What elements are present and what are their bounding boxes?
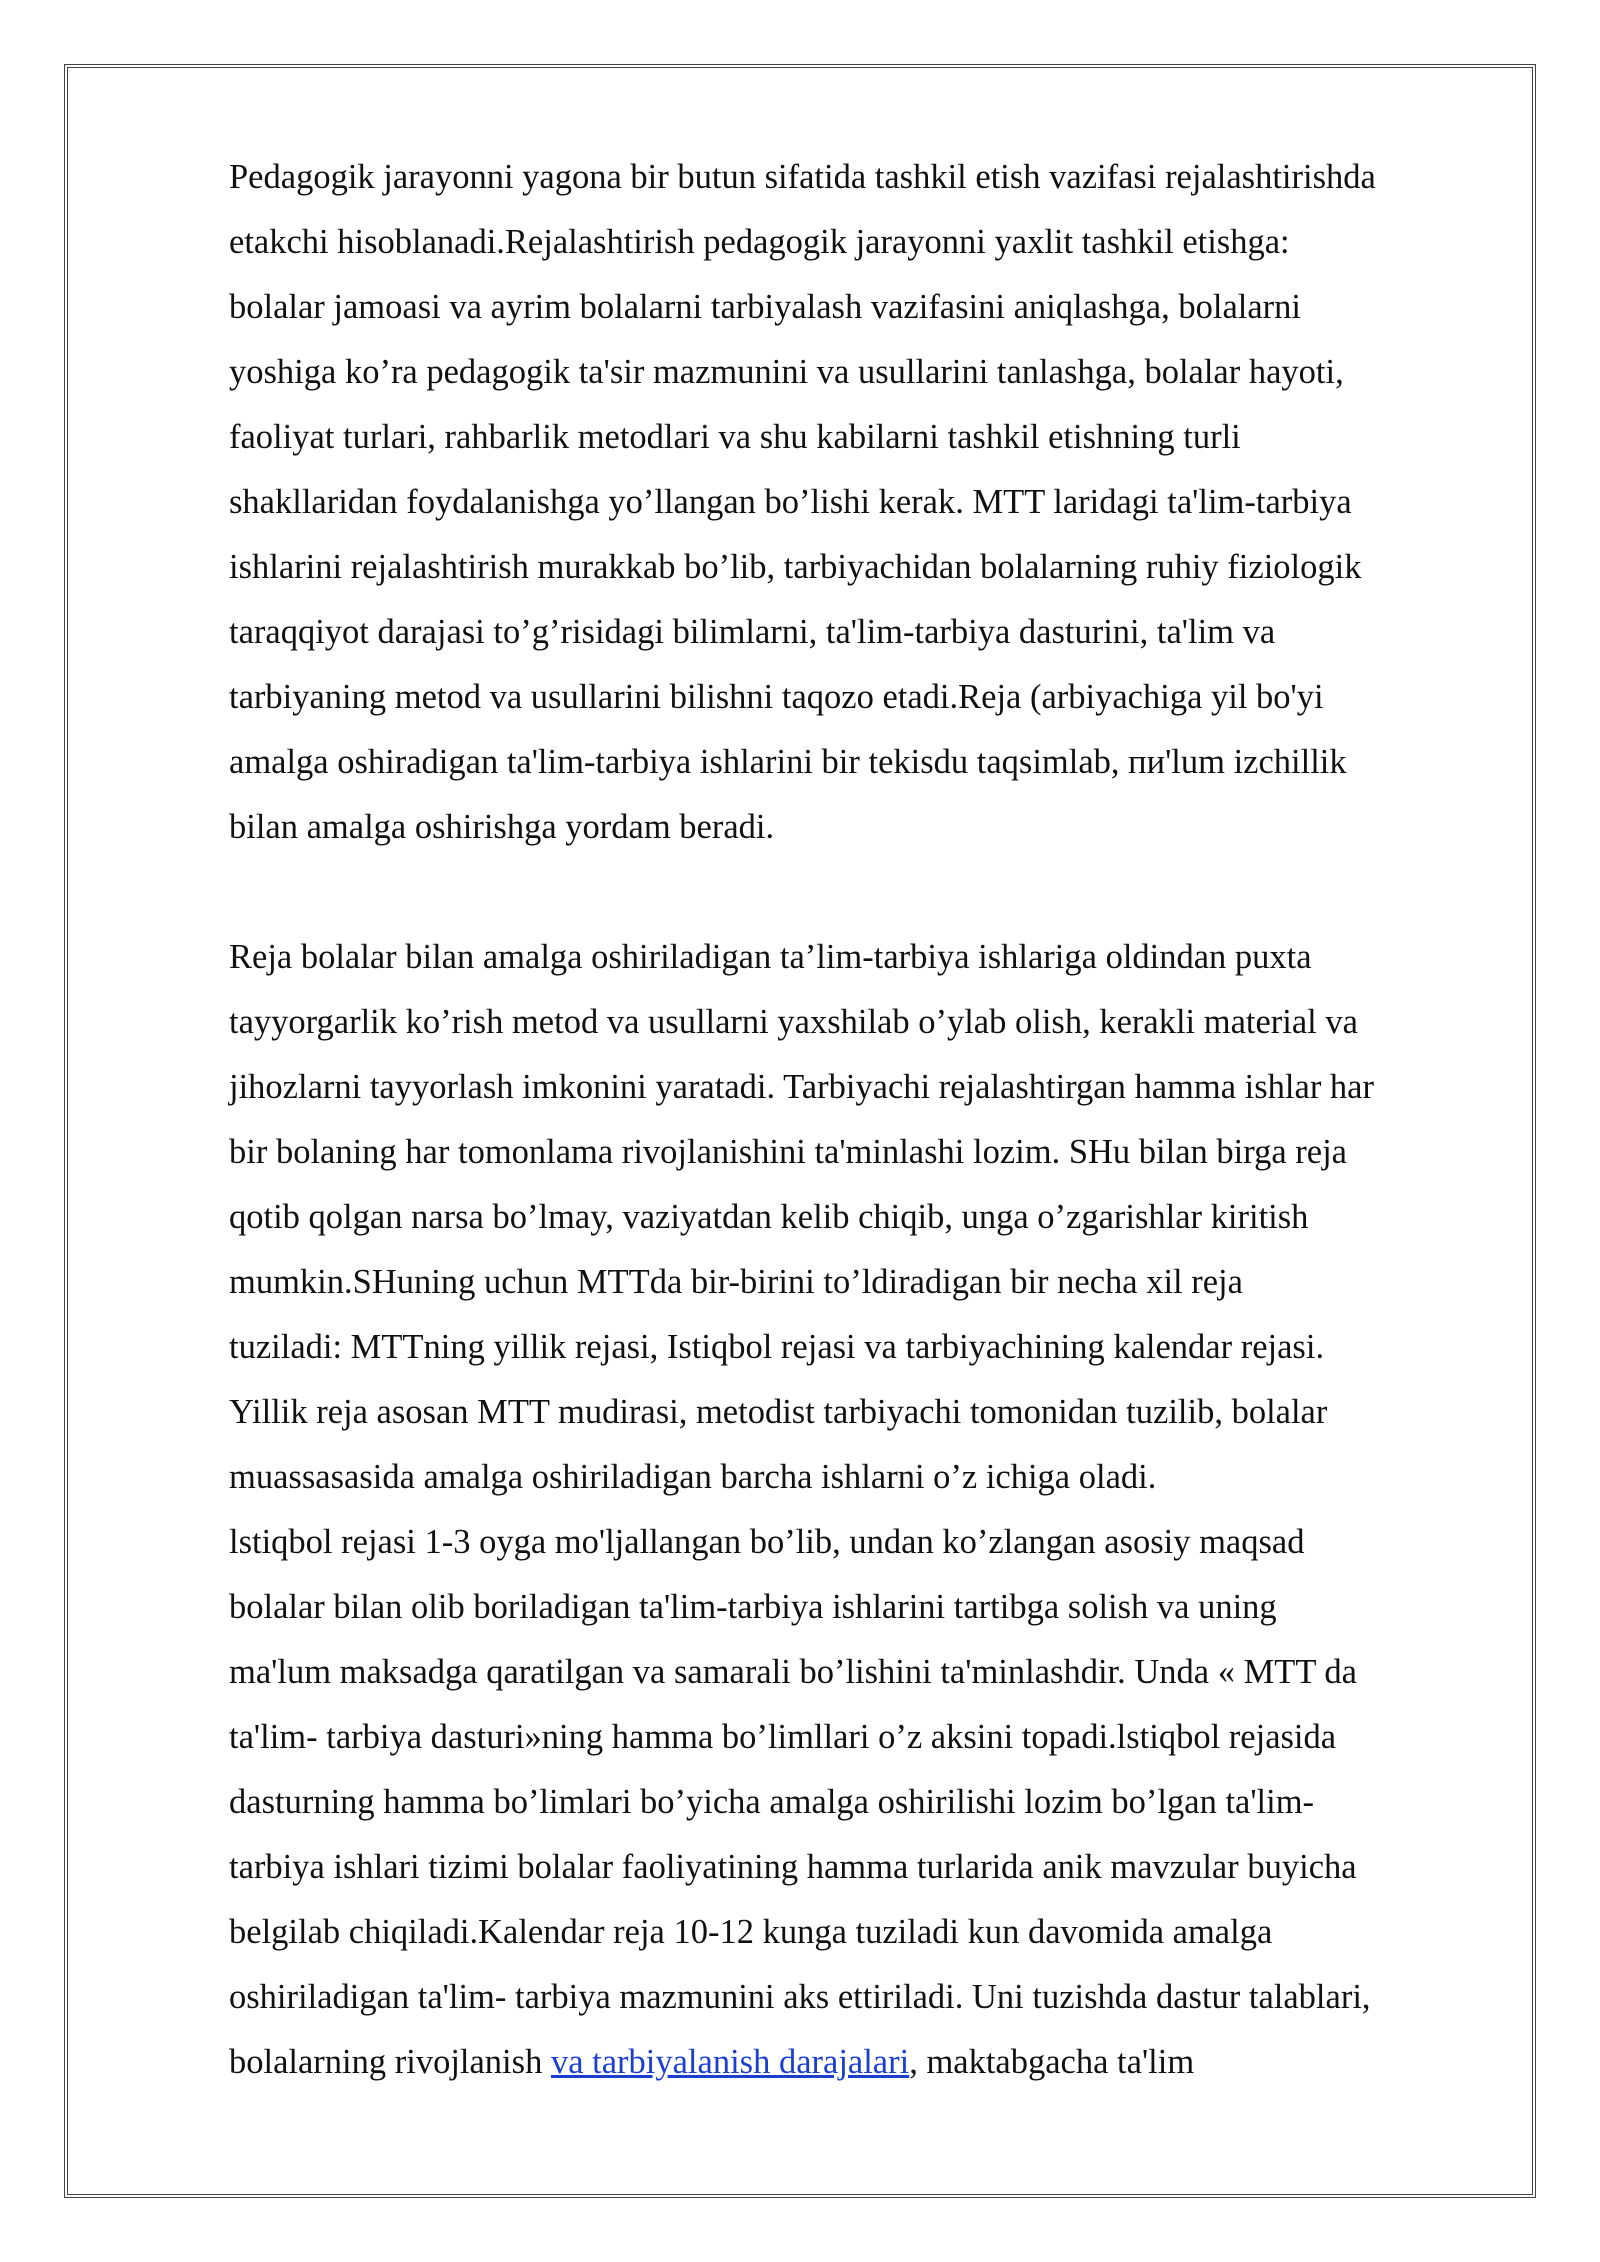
text-line: lstiqbol rejasi 1-3 oyga mo'ljallangan bo’lib, undan ko’zlangan asosiy maqsad: [229, 1523, 1305, 1561]
text-line: oshiriladigan ta'lim- tarbiya mazmunini aks ettiriladi. Uni tuzishda dastur talablari,: [229, 1978, 1371, 2016]
text-line: belgilab chiqiladi.Kalendar reja 10-12 kunga tuziladi kun davomida amalga: [229, 1913, 1273, 1951]
text-line: bolalar bilan olib boriladigan ta'lim-tarbiya ishlarini tartibga solish va uning: [229, 1588, 1277, 1626]
text-line: faoliyat turlari, rahbarlik metodlari va shu kabilarni tashkil etishning turli: [229, 418, 1241, 456]
text-line: mumkin.SHuning uchun MTTda bir-birini to’ldiradigan bir necha xil reja: [229, 1263, 1243, 1301]
text-line: shakllaridan foydalanishga yo’llangan bo’lishi kerak. MTT laridagi ta'lim-tarbiya: [229, 483, 1352, 521]
paragraph-1: [229, 145, 1489, 860]
text-line: Yillik reja asosan MTT mudirasi, metodist tarbiyachi tomonidan tuzilib, bolalar: [229, 1393, 1328, 1431]
text-line: taraqqiyot darajasi to’g’risidagi bilimlarni, ta'lim-tarbiya dasturini, ta'lim va: [229, 613, 1276, 651]
text-line: qotib qolgan narsa bo’lmay, vaziyatdan kelib chiqib, unga o’zgarishlar kiritish: [229, 1198, 1309, 1236]
text-line: dasturning hamma bo’limlari bo’yicha amalga oshirilishi lozim bo’lgan ta'lim-: [229, 1783, 1315, 1821]
text-line: tuziladi: MTTning yillik rejasi, Istiqbol rejasi va tarbiyachining kalendar rejasi.: [229, 1328, 1325, 1366]
text-line: amalga oshiradigan ta'lim-tarbiya ishlarini bir tekisdu taqsimlab, пи'lum izchillik: [229, 743, 1347, 781]
paragraph-spacer: [229, 860, 1489, 925]
paragraph-2: [229, 925, 1489, 2095]
text-line: etakchi hisoblanadi.Rejalashtirish pedagogik jarayonni yaxlit tashkil etishga:: [229, 223, 1290, 261]
text-line: bir bolaning har tomonlama rivojlanishini ta'minlashi lozim. SHu bilan birga reja: [229, 1133, 1347, 1171]
text-line: yoshiga ko’ra pedagogik ta'sir mazmunini va usullarini tanlashga, bolalar hayoti,: [229, 353, 1344, 391]
text-line: ma'lum maksadga qaratilgan va samarali bo’lishini ta'minlashdir. Unda « MTT da: [229, 1653, 1357, 1691]
document-body: [229, 145, 1489, 2095]
hyperlink[interactable]: va tarbiyalanish darajalari: [550, 2043, 910, 2081]
text-line: Reja bolalar bilan amalga oshiriladigan ta’lim-tarbiya ishlariga oldindan puxta: [229, 938, 1312, 976]
text-line: Pedagogik jarayonni yagona bir butun sifatida tashkil etish vazifasi rejalashtirishda: [229, 158, 1376, 196]
text-line: bolalar jamoasi va ayrim bolalarni tarbiyalash vazifasini aniqlashga, bolalarni: [229, 288, 1301, 326]
text-before-link: bolalarning rivojlanish: [229, 2043, 551, 2081]
text-line: ta'lim- tarbiya dasturi»ning hamma bo’limllari o’z aksini topadi.lstiqbol rejasida: [229, 1718, 1337, 1756]
text-line: muassasasida amalga oshiriladigan barcha ishlarni o’z ichiga oladi.: [229, 1458, 1157, 1496]
text-line: tayyorgarlik ko’rish metod va usullarni yaxshilab o’ylab olish, kerakli material va: [229, 1003, 1358, 1041]
text-after-link: , maktabgacha ta'lim: [909, 2043, 1195, 2081]
text-line: bilan amalga oshirishga yordam beradi.: [229, 808, 775, 846]
text-line: tarbiya ishlari tizimi bolalar faoliyatining hamma turlarida anik mavzular buyicha: [229, 1848, 1357, 1886]
text-line: ishlarini rejalashtirish murakkab bo’lib, tarbiyachidan bolalarning ruhiy fiziologik: [229, 548, 1362, 586]
text-line: tarbiyaning metod va usullarini bilishni taqozo etadi.Reja (arbiyachiga yil bo'yi: [229, 678, 1324, 716]
text-line: jihozlarni tayyorlash imkonini yaratadi. Tarbiyachi rejalashtirgan hamma ishlar har: [229, 1068, 1374, 1106]
text-line-last: [229, 2030, 1489, 2095]
